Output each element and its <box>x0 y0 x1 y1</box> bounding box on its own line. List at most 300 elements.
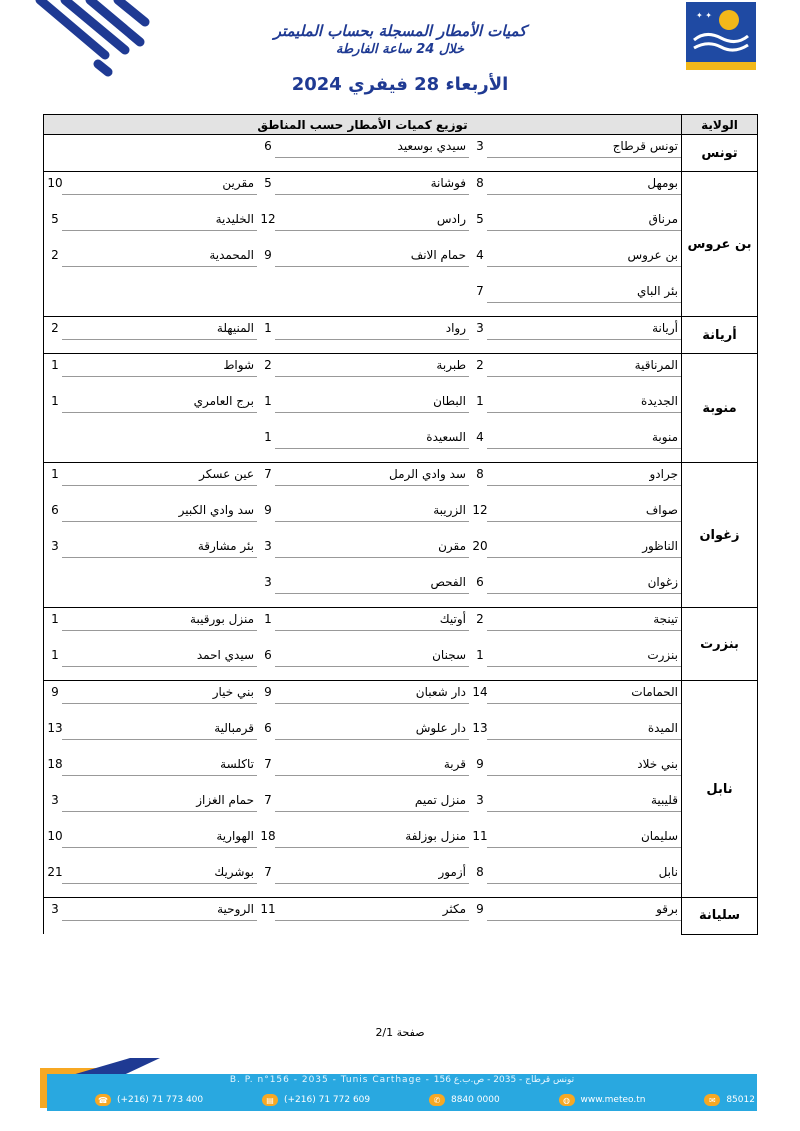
rainfall-value: 9 <box>264 248 272 262</box>
station-name: منوبة <box>651 430 678 444</box>
station-name: الحمامات <box>631 685 678 699</box>
stations-cell <box>44 898 682 935</box>
governorate-name: تونس <box>682 135 758 172</box>
underline <box>487 412 681 413</box>
stations-cell <box>44 825 682 861</box>
underline <box>62 775 257 776</box>
footer-address: B. P. n°156 - 2035 - Tunis Carthage - تونس قرطاج - 2035 - ص.ب.ع 156 <box>229 1075 575 1085</box>
station-entry <box>257 753 469 789</box>
station-entry <box>44 280 257 316</box>
underline <box>275 630 469 631</box>
station-entry <box>469 135 681 171</box>
rainfall-value: 13 <box>472 721 488 735</box>
station-name: زغوان <box>647 575 678 589</box>
contact-phone: ☎ (+216) 71 773 400 <box>95 1094 203 1106</box>
station-entry <box>44 354 257 390</box>
contact-web[interactable]: ◍ www.meteo.tn <box>559 1094 646 1106</box>
phone-icon: ☎ <box>95 1094 111 1106</box>
table-row <box>44 390 758 426</box>
station-name: البطان <box>433 394 466 408</box>
station-name: سجنان <box>432 648 466 662</box>
table-row <box>44 354 758 391</box>
station-entry <box>257 172 469 208</box>
station-entry <box>469 426 681 462</box>
rainfall-value: 12 <box>472 503 488 517</box>
underline <box>275 847 469 848</box>
table-row <box>44 135 758 172</box>
underline <box>487 739 681 740</box>
underline <box>487 666 681 667</box>
stations-cell <box>44 172 682 209</box>
rainfall-value: 1 <box>264 430 272 444</box>
contact-free: ✆ 8840 0000 <box>429 1094 500 1106</box>
footer-contacts <box>95 1090 755 1110</box>
underline <box>275 703 469 704</box>
station-name: مكثر <box>442 902 466 916</box>
station-entry <box>469 608 681 644</box>
station-entry <box>257 644 469 680</box>
station-name: صواف <box>645 503 678 517</box>
underline <box>487 376 681 377</box>
stations-cell <box>44 208 682 244</box>
rainfall-value: 4 <box>476 430 484 444</box>
station-entry <box>469 898 681 934</box>
rainfall-value: 6 <box>264 648 272 662</box>
underline <box>275 412 469 413</box>
underline <box>487 485 681 486</box>
station-entry <box>257 681 469 717</box>
rainfall-value: 10 <box>47 829 63 843</box>
station-name: تينجة <box>653 612 678 626</box>
rainfall-value: 4 <box>476 248 484 262</box>
rainfall-value: 3 <box>51 539 59 553</box>
rainfall-value: 3 <box>476 321 484 335</box>
station-name: رواد <box>445 321 466 335</box>
stations-cell <box>44 535 682 571</box>
stations-cell <box>44 390 682 426</box>
underline <box>62 557 257 558</box>
station-name: قرمبالية <box>214 721 254 735</box>
station-name: مقرن <box>438 539 466 553</box>
rainfall-value: 11 <box>260 902 276 916</box>
rainfall-value: 7 <box>264 865 272 879</box>
underline <box>487 448 681 449</box>
stations-cell <box>44 135 682 172</box>
distribution-header: توزيع كميات الأمطار حسب المناطق <box>44 115 682 135</box>
rainfall-value: 11 <box>472 829 488 843</box>
table-row <box>44 499 758 535</box>
underline <box>487 847 681 848</box>
governorate-name: زغوان <box>682 463 758 608</box>
underline <box>487 194 681 195</box>
station-entry <box>257 463 469 499</box>
station-entry <box>257 244 469 280</box>
station-entry <box>44 244 257 280</box>
stations-cell <box>44 753 682 789</box>
station-name: شواط <box>223 358 254 372</box>
underline <box>487 557 681 558</box>
station-entry <box>44 571 257 607</box>
underline <box>275 485 469 486</box>
station-name: المحمدية <box>209 248 254 262</box>
rainfall-value: 5 <box>476 212 484 226</box>
station-entry <box>469 280 681 316</box>
underline <box>275 739 469 740</box>
stations-cell <box>44 280 682 317</box>
station-name: سليمان <box>640 829 678 843</box>
station-entry <box>257 861 469 897</box>
rainfall-value: 1 <box>264 321 272 335</box>
table-row <box>44 898 758 935</box>
station-name: سد وادي الرمل <box>389 467 466 481</box>
station-name: تاكلسة <box>220 757 254 771</box>
report-subtitle: خلال 24 ساعة الفارطة <box>335 42 465 57</box>
station-entry <box>44 535 257 571</box>
station-entry <box>257 499 469 535</box>
station-name: أزمور <box>438 865 466 879</box>
station-entry <box>44 753 257 789</box>
rainfall-value: 9 <box>51 685 59 699</box>
rainfall-value: 1 <box>51 358 59 372</box>
underline <box>275 230 469 231</box>
station-entry <box>469 789 681 825</box>
page-number: صفحة 2/1 <box>375 1026 425 1039</box>
rainfall-value: 6 <box>264 721 272 735</box>
underline <box>487 775 681 776</box>
rainfall-value: 8 <box>476 176 484 190</box>
underline <box>62 266 257 267</box>
station-name: جرادو <box>649 467 678 481</box>
station-entry <box>44 172 257 208</box>
station-entry <box>257 426 469 462</box>
station-name: بوشريك <box>214 865 254 879</box>
sms-icon: ✉ <box>704 1094 720 1106</box>
governorate-name: نابل <box>682 681 758 898</box>
station-entry <box>469 681 681 717</box>
stations-cell <box>44 608 682 645</box>
station-entry <box>44 608 257 644</box>
governorate-name: بنزرت <box>682 608 758 681</box>
station-entry <box>257 535 469 571</box>
fax-icon: ▤ <box>262 1094 278 1106</box>
rainfall-value: 6 <box>476 575 484 589</box>
table-row <box>44 426 758 463</box>
rainfall-value: 8 <box>476 865 484 879</box>
rainfall-value: 3 <box>476 139 484 153</box>
rainfall-value: 7 <box>476 284 484 298</box>
station-name: فوشانة <box>430 176 466 190</box>
station-name: الهوارية <box>216 829 254 843</box>
station-entry <box>257 717 469 753</box>
underline <box>275 448 469 449</box>
rainfall-value: 1 <box>264 612 272 626</box>
stations-cell <box>44 861 682 898</box>
underline <box>275 194 469 195</box>
station-entry <box>469 463 681 499</box>
rainfall-value: 2 <box>51 321 59 335</box>
table-row <box>44 644 758 681</box>
station-name: بني خلاد <box>637 757 678 771</box>
underline <box>62 521 257 522</box>
station-entry <box>257 354 469 390</box>
station-entry <box>469 317 681 353</box>
rainfall-value: 3 <box>476 793 484 807</box>
stations-cell <box>44 426 682 463</box>
rainfall-value: 7 <box>264 467 272 481</box>
station-name: بن عروس <box>627 248 678 262</box>
underline <box>62 194 257 195</box>
station-entry <box>44 317 257 353</box>
station-entry <box>469 499 681 535</box>
station-name: الروحية <box>217 902 254 916</box>
underline <box>62 847 257 848</box>
underline <box>275 666 469 667</box>
station-name: مرناق <box>648 212 678 226</box>
station-name: سيدي بوسعيد <box>397 139 466 153</box>
rainfall-value: 7 <box>264 757 272 771</box>
underline <box>487 811 681 812</box>
underline <box>275 811 469 812</box>
underline <box>62 666 257 667</box>
rainfall-value: 9 <box>264 685 272 699</box>
contact-fax: ▤ (+216) 71 772 609 <box>262 1094 370 1106</box>
underline <box>62 630 257 631</box>
table-row <box>44 172 758 209</box>
underline <box>487 883 681 884</box>
station-name: المرناقية <box>634 358 678 372</box>
free-call-icon: ✆ <box>429 1094 445 1106</box>
station-name: حمام الغزاز <box>196 793 254 807</box>
station-name: سيدي احمد <box>196 648 254 662</box>
underline <box>487 630 681 631</box>
station-name: عين عسكر <box>199 467 254 481</box>
station-entry <box>469 861 681 897</box>
rainfall-value: 2 <box>476 612 484 626</box>
table-row <box>44 717 758 753</box>
station-entry <box>44 644 257 680</box>
underline <box>62 376 257 377</box>
station-entry <box>469 390 681 426</box>
station-entry <box>257 390 469 426</box>
table-row <box>44 608 758 645</box>
station-entry <box>469 753 681 789</box>
rainfall-value: 3 <box>264 539 272 553</box>
rainfall-value: 1 <box>51 467 59 481</box>
stations-cell <box>44 571 682 608</box>
stations-cell <box>44 244 682 280</box>
station-entry <box>44 717 257 753</box>
rainfall-table <box>43 114 758 935</box>
station-entry <box>469 825 681 861</box>
underline <box>487 521 681 522</box>
globe-icon: ◍ <box>559 1094 575 1106</box>
station-name: الميدة <box>647 721 678 735</box>
underline <box>62 703 257 704</box>
table-row <box>44 208 758 244</box>
underline <box>487 230 681 231</box>
decorative-stripes <box>30 0 150 80</box>
contact-sms: ✉ 85012 <box>704 1094 755 1106</box>
rainfall-value: 18 <box>260 829 276 843</box>
stations-cell <box>44 789 682 825</box>
station-name: الجديدة <box>641 394 678 408</box>
rainfall-value: 9 <box>264 503 272 517</box>
station-entry <box>257 608 469 644</box>
stations-cell <box>44 644 682 681</box>
rainfall-value: 5 <box>51 212 59 226</box>
stations-cell <box>44 499 682 535</box>
underline <box>487 266 681 267</box>
rainfall-value: 1 <box>476 648 484 662</box>
table-row <box>44 280 758 317</box>
station-name: منزل بوزلفة <box>405 829 466 843</box>
report-date: الأربعاء 28 فيفري 2024 <box>291 74 509 95</box>
table-row <box>44 535 758 571</box>
underline <box>62 811 257 812</box>
station-entry <box>469 354 681 390</box>
governorate-name: بن عروس <box>682 172 758 317</box>
rainfall-value: 1 <box>264 394 272 408</box>
station-entry <box>44 390 257 426</box>
station-entry <box>469 535 681 571</box>
rainfall-value: 5 <box>264 176 272 190</box>
station-entry <box>257 280 469 316</box>
station-entry <box>257 825 469 861</box>
underline <box>275 157 469 158</box>
governorate-name: سليانة <box>682 898 758 935</box>
rainfall-value: 10 <box>47 176 63 190</box>
underline <box>275 521 469 522</box>
underline <box>487 593 681 594</box>
stations-cell <box>44 463 682 500</box>
rainfall-value: 3 <box>51 793 59 807</box>
station-entry <box>44 208 257 244</box>
station-name: الخليدية <box>215 212 254 226</box>
rainfall-value: 1 <box>51 394 59 408</box>
underline <box>275 920 469 921</box>
station-name: برج العامري <box>193 394 254 408</box>
governorate-name: منوبة <box>682 354 758 463</box>
table-row <box>44 463 758 500</box>
table-row <box>44 753 758 789</box>
station-name: نابل <box>658 865 678 879</box>
station-entry <box>257 208 469 244</box>
stations-cell <box>44 717 682 753</box>
station-name: سد وادي الكبير <box>178 503 254 517</box>
underline <box>487 703 681 704</box>
underline <box>487 339 681 340</box>
station-entry <box>44 789 257 825</box>
underline <box>62 485 257 486</box>
underline <box>62 920 257 921</box>
station-entry <box>257 571 469 607</box>
station-entry <box>469 644 681 680</box>
station-name: قربة <box>443 757 466 771</box>
station-name: رادس <box>436 212 466 226</box>
underline <box>62 412 257 413</box>
table-row <box>44 571 758 608</box>
report-title: كميات الأمطار المسجلة بحساب المليمتر <box>273 22 527 40</box>
rainfall-value: 13 <box>47 721 63 735</box>
underline <box>62 739 257 740</box>
station-name: الفحص <box>430 575 466 589</box>
station-entry <box>44 898 257 934</box>
station-name: الناظور <box>642 539 678 553</box>
station-name: دار شعبان <box>415 685 466 699</box>
rainfall-value: 8 <box>476 467 484 481</box>
station-name: حمام الانف <box>410 248 466 262</box>
station-entry <box>44 135 257 171</box>
rainfall-value: 2 <box>51 248 59 262</box>
underline <box>275 339 469 340</box>
station-name: مقرين <box>222 176 254 190</box>
station-name: قليبية <box>650 793 678 807</box>
station-name: بني خيار <box>212 685 254 699</box>
stations-cell <box>44 354 682 391</box>
station-name: دار علوش <box>415 721 466 735</box>
rainfall-value: 12 <box>260 212 276 226</box>
rainfall-value: 9 <box>476 757 484 771</box>
station-name: بئر مشارقة <box>197 539 254 553</box>
station-name: تونس قرطاج <box>612 139 678 153</box>
station-entry <box>257 789 469 825</box>
station-name: بومهل <box>647 176 678 190</box>
station-entry <box>257 317 469 353</box>
underline <box>487 920 681 921</box>
rainfall-value: 3 <box>264 575 272 589</box>
station-entry <box>469 172 681 208</box>
station-name: منزل بورقيبة <box>190 612 254 626</box>
svg-text:✦ ✦: ✦ ✦ <box>696 11 712 20</box>
underline <box>62 230 257 231</box>
table-row <box>44 681 758 718</box>
station-entry <box>469 717 681 753</box>
station-entry <box>44 499 257 535</box>
station-name: برقو <box>656 902 678 916</box>
underline <box>487 302 681 303</box>
rainfall-value: 3 <box>51 902 59 916</box>
station-entry <box>44 861 257 897</box>
station-name: طبربة <box>436 358 466 372</box>
station-entry <box>469 208 681 244</box>
rainfall-value: 9 <box>476 902 484 916</box>
underline <box>275 376 469 377</box>
rainfall-value: 20 <box>472 539 488 553</box>
table-row <box>44 789 758 825</box>
station-entry <box>44 463 257 499</box>
rainfall-value: 21 <box>47 865 63 879</box>
rainfall-value: 7 <box>264 793 272 807</box>
station-entry <box>469 571 681 607</box>
stations-cell <box>44 317 682 354</box>
table-row <box>44 825 758 861</box>
rainfall-value: 1 <box>51 648 59 662</box>
rainfall-value: 2 <box>476 358 484 372</box>
governorate-header: الولاية <box>682 115 758 135</box>
rainfall-value: 1 <box>476 394 484 408</box>
station-name: الزريبة <box>433 503 466 517</box>
station-name: السعيدة <box>426 430 466 444</box>
underline <box>275 266 469 267</box>
rainfall-value: 2 <box>264 358 272 372</box>
underline <box>62 883 257 884</box>
station-name: أوتيك <box>439 612 466 626</box>
table-row <box>44 861 758 898</box>
rainfall-value: 1 <box>51 612 59 626</box>
station-entry <box>469 244 681 280</box>
station-name: المنيهلة <box>216 321 254 335</box>
station-entry <box>44 681 257 717</box>
